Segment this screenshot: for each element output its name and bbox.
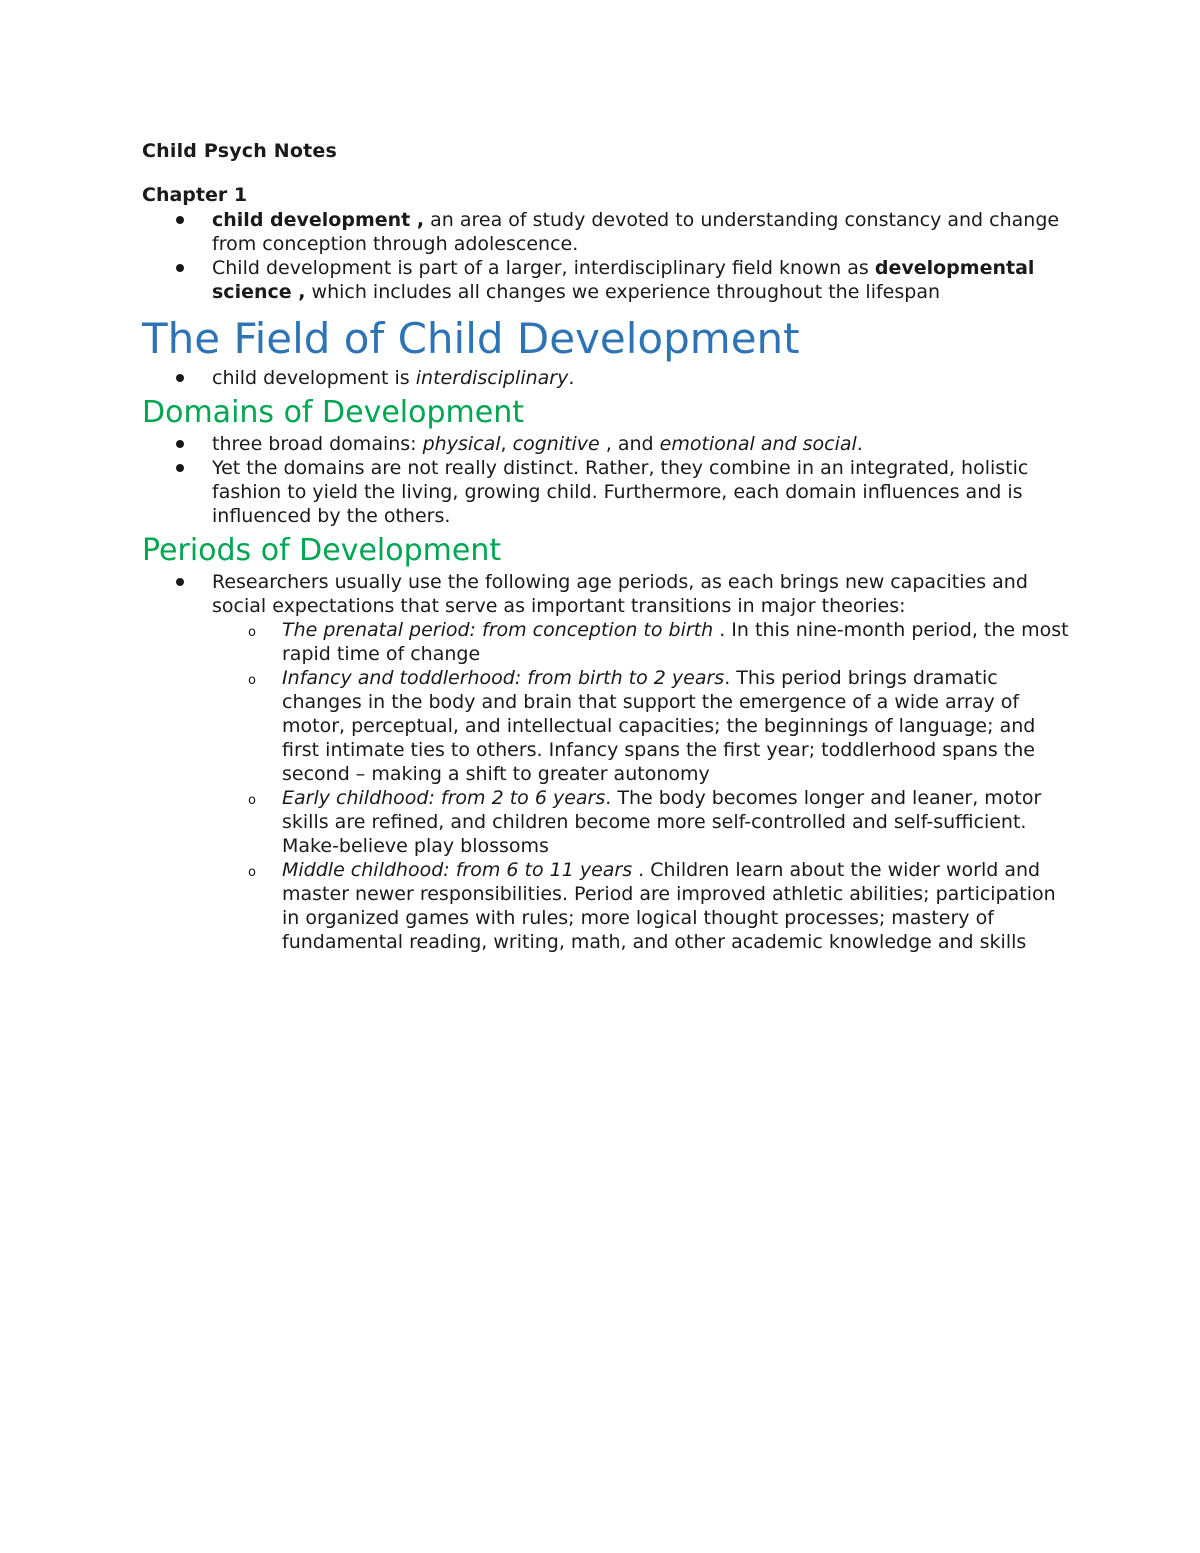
list-item — [142, 366, 1072, 390]
list-item — [142, 456, 1072, 528]
period-description: . In this nine-month period, the most rapid time of change — [282, 619, 1069, 665]
period-name: The prenatal period: from conception to birth — [282, 619, 714, 641]
domains-list — [142, 432, 1072, 528]
heading-periods-of-development: Periods of Development — [142, 533, 502, 568]
bullet-icon — [176, 578, 184, 586]
period-name: Infancy and toddlerhood: from birth to 2 years — [282, 667, 725, 689]
bullet-icon — [176, 440, 184, 448]
list-item — [142, 256, 1072, 304]
term-child-development: child development , — [212, 209, 425, 231]
heading-domains-of-development: Domains of Development — [142, 395, 524, 430]
circle-bullet-icon: o — [248, 865, 256, 880]
field-list — [142, 366, 1072, 390]
circle-bullet-icon: o — [248, 793, 256, 808]
period-name: Middle childhood: from 6 to 11 years — [282, 859, 633, 881]
emphasis-text: emotional and social — [659, 433, 857, 455]
definition-text: which includes all changes we experience throughout the lifespan — [305, 281, 941, 303]
bullet-icon — [176, 464, 184, 472]
emphasis-text: interdisciplinary — [415, 367, 569, 389]
circle-bullet-icon: o — [248, 625, 256, 640]
sub-list-item — [212, 786, 1072, 858]
list-text: three broad domains: — [212, 433, 423, 455]
list-text: Child development is part of a larger, interdisciplinary field known as — [212, 257, 875, 279]
list-text: . — [856, 433, 863, 455]
list-text: . — [568, 367, 575, 389]
sub-list-item — [212, 858, 1072, 954]
list-item — [142, 208, 1072, 256]
bullet-icon — [176, 374, 184, 382]
intro-list — [142, 208, 1072, 304]
definition-text: an area of study devoted to understanding constancy and change from conception through adolescence. — [212, 209, 1060, 255]
bullet-icon — [176, 216, 184, 224]
chapter-label: Chapter 1 — [142, 184, 248, 206]
period-sublist — [212, 618, 1072, 954]
list-item — [142, 432, 1072, 456]
heading-field-of-child-development: The Field of Child Development — [142, 314, 800, 363]
document-title: Child Psych Notes — [142, 140, 338, 162]
list-text: , and — [599, 433, 660, 455]
list-text: Researchers usually use the following age periods, as each brings new capacities and social expectations that serve as important transitions in major theories: — [212, 571, 1028, 617]
period-description: . This period brings dramatic changes in the body and brain that support the emergence of a wide array of motor, perceptual, and intellectual capacities; the beginnings of language; and first intimate ties to others. Infancy spans the first year; toddlerhood spans the second – making a shift to greater autonomy — [282, 667, 1036, 785]
list-text: child development is — [212, 367, 416, 389]
period-name: Early childhood: from 2 to 6 years — [282, 787, 606, 809]
emphasis-text: physical — [422, 433, 501, 455]
document-page — [142, 138, 1072, 954]
list-text: Yet the domains are not really distinct. Rather, they combine in an integrated, holistic fashion to yield the living, growing child. Furthermore, each domain influences and is influenced by the others. — [212, 457, 1029, 527]
sub-list-item — [212, 618, 1072, 666]
emphasis-text: cognitive — [512, 433, 600, 455]
periods-list — [142, 570, 1072, 954]
circle-bullet-icon: o — [248, 673, 256, 688]
bullet-icon — [176, 264, 184, 272]
period-description: . The body becomes longer and leaner, motor skills are refined, and children become more self-controlled and self-sufficient. Make-believe play blossoms — [282, 787, 1042, 857]
term-developmental-science: developmental science , — [212, 257, 1035, 303]
list-text: , — [500, 433, 513, 455]
period-description: . Children learn about the wider world and master newer responsibilities. Period are improved athletic abilities; participation in organized games with rules; more logical thought processes; mastery of fundamental reading, writing, math, and other academic knowledge and skills — [282, 859, 1056, 953]
sub-list-item — [212, 666, 1072, 786]
list-item — [142, 570, 1072, 954]
